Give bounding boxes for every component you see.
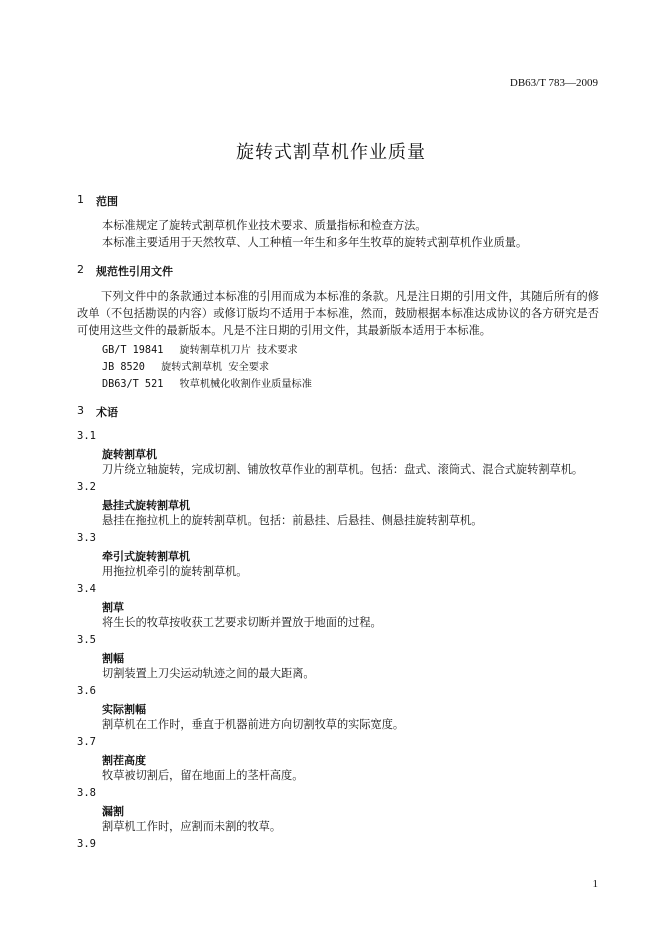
term-definition: 割草机在工作时，垂直于机器前进方向切割牧草的实际宽度。 xyxy=(102,718,405,731)
reference-name: 牧草机械化收割作业质量标准 xyxy=(179,379,312,390)
term-name: 割幅 xyxy=(102,652,124,665)
section-title: 规范性引用文件 xyxy=(96,265,173,278)
reference-item xyxy=(102,375,312,390)
section-title: 术语 xyxy=(96,406,118,419)
term-name: 悬挂式旋转割草机 xyxy=(102,499,190,512)
section-number: 2 xyxy=(77,263,84,276)
reference-code: JB 8520 xyxy=(102,362,145,373)
reference-item xyxy=(102,341,298,356)
term-definition: 牧草被切割后，留在地面上的茎杆高度。 xyxy=(102,769,304,782)
term-definition: 割草机工作时，应割而未割的牧草。 xyxy=(102,820,282,833)
term-number: 3.2 xyxy=(77,481,96,493)
reference-name: 旋转割草机刀片 技术要求 xyxy=(179,345,298,356)
term-name: 割茬高度 xyxy=(102,754,146,767)
term-number: 3.6 xyxy=(77,685,96,697)
term-number: 3.8 xyxy=(77,787,96,799)
reference-code: DB63/T 521 xyxy=(102,379,164,390)
term-name: 实际割幅 xyxy=(102,703,146,716)
term-number: 3.1 xyxy=(77,430,96,442)
section-title: 范围 xyxy=(96,195,118,208)
term-definition: 将生长的牧草按收获工艺要求切断并置放于地面的过程。 xyxy=(102,616,382,629)
scope-paragraph-1: 本标准规定了旋转式割草机作业技术要求、质量指标和检查方法。 xyxy=(102,219,427,232)
term-number: 3.9 xyxy=(77,838,96,850)
term-name: 旋转割草机 xyxy=(102,448,157,461)
term-name: 割草 xyxy=(102,601,124,614)
references-intro-paragraph: 下列文件中的条款通过本标准的引用而成为本标准的条款。凡是注日期的引用文件，其随后所有的修改单（不包括勘误的内容）或修订版均不适用于本标准，然而，鼓励根据本标准达成协议的各方研究是否可使用这些文件的最新版本。凡是不注日期的引用文件，其最新版本适用于本标准。 xyxy=(77,290,599,337)
standard-code: DB63/T 783—2009 xyxy=(509,77,598,89)
section-number: 1 xyxy=(77,193,84,206)
term-definition: 刀片绕立轴旋转，完成切割、铺放牧草作业的割草机。包括：盘式、滚筒式、混合式旋转割草机。 xyxy=(102,463,584,476)
term-number: 3.5 xyxy=(77,634,96,646)
term-definition: 切割装置上刀尖运动轨迹之间的最大距离。 xyxy=(102,667,315,680)
term-name: 牵引式旋转割草机 xyxy=(102,550,190,563)
reference-code: GB/T 19841 xyxy=(102,345,164,356)
term-definition: 悬挂在拖拉机上的旋转割草机。包括：前悬挂、后悬挂、侧悬挂旋转割草机。 xyxy=(102,514,483,527)
term-name: 漏割 xyxy=(102,805,124,818)
term-number: 3.3 xyxy=(77,532,96,544)
term-number: 3.4 xyxy=(77,583,96,595)
document-title: 旋转式割草机作业质量 xyxy=(236,142,426,163)
reference-name: 旋转式割草机 安全要求 xyxy=(161,362,270,373)
page-number: 1 xyxy=(592,878,598,890)
section-number: 3 xyxy=(77,404,84,417)
scope-paragraph-2: 本标准主要适用于天然牧草、人工种植一年生和多年生牧草的旋转式割草机作业质量。 xyxy=(102,236,528,249)
reference-item xyxy=(102,358,269,373)
term-definition: 用拖拉机牵引的旋转割草机。 xyxy=(102,565,248,578)
term-number: 3.7 xyxy=(77,736,96,748)
